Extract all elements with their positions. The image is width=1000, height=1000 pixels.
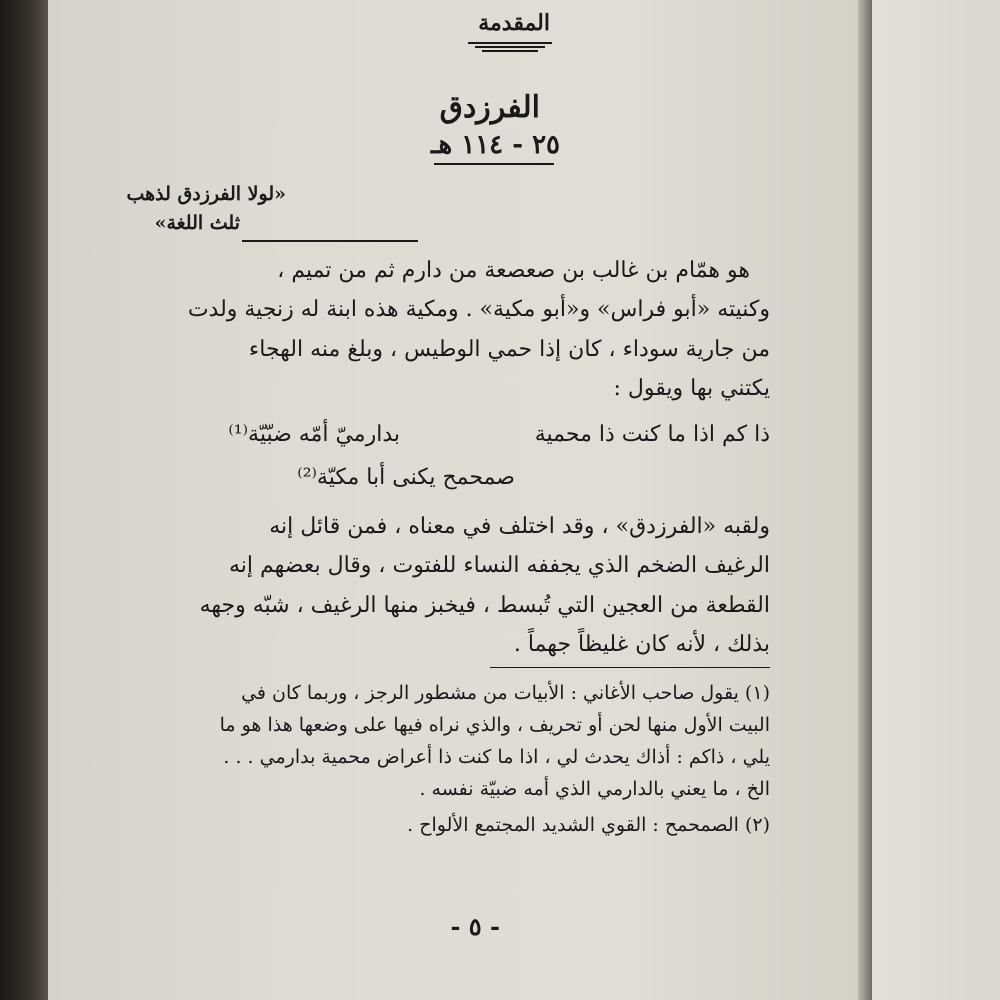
footnote-line: يلي ، ذاكم : أذاك يحدث لي ، اذا ما كنت ذا أعراض محمية بدارمي . . . bbox=[223, 746, 770, 768]
body-line: الرغيف الضخم الذي يجففه النساء للفتوت ، وقال بعضهم إنه bbox=[228, 553, 770, 578]
body-line: ولقبه «الفرزدق» ، وقد اختلف في معناه ، فمن قائل إنه bbox=[269, 514, 770, 539]
body-line: هو همّام بن غالب بن صعصعة من دارم ثم من تميم ، bbox=[277, 258, 750, 283]
poet-dates: ٢٥ - ١١٤ هـ bbox=[430, 130, 560, 160]
body-line: من جارية سوداء ، كان إذا حمي الوطيس ، وبلغ منه الهجاء bbox=[248, 337, 770, 362]
verse-line-1b: بدارميّ أمّه ضبّيّة⁽¹⁾ bbox=[228, 422, 400, 447]
page-number: - ٥ - bbox=[450, 912, 500, 941]
footnote-line: (٢) الصمحمح : القوي الشديد المجتمع الألواح . bbox=[407, 814, 770, 836]
body-line: يكتني بها ويقول : bbox=[613, 376, 770, 401]
body-line: القطعة من العجين التي تُبسط ، فيخبز منها الرغيف ، شبّه وجهه bbox=[199, 593, 770, 618]
body-line: وكنيته «أبو فراس» و«أبو مكية» . ومكية هذه ابنة له زنجية ولدت bbox=[187, 297, 770, 322]
book-gutter bbox=[858, 0, 872, 1000]
footnote-line: (١) يقول صاحب الأغاني : الأبيات من مشطور الرجز ، وربما كان في bbox=[241, 682, 770, 704]
book-edge-left bbox=[0, 0, 48, 1000]
verse-line-2: صمحمح يكنى أبا مكيّة⁽²⁾ bbox=[297, 465, 515, 490]
section-title: المقدمة bbox=[478, 10, 550, 36]
epigraph-underline bbox=[242, 240, 418, 242]
epigraph-line-1: «لولا الفرزدق لذهب bbox=[126, 183, 286, 205]
book-page bbox=[48, 0, 870, 1000]
verse-line-1a: ذا كم اذا ما كنت ذا محمية bbox=[534, 422, 770, 447]
footnote-line: البيت الأول منها لحن أو تحريف ، والذي نراه فيها على وضعها هذا هو ما bbox=[219, 714, 770, 736]
poet-name: الفرزدق bbox=[439, 90, 540, 125]
next-page-edge bbox=[872, 0, 1000, 1000]
epigraph-line-2: ثلث اللغة» bbox=[154, 212, 240, 234]
footnote-line: الخ ، ما يعني بالدارمي الذي أمه ضبيّة نفسه . bbox=[419, 778, 770, 800]
body-line: بذلك ، لأنه كان غليظاً جهماً . bbox=[513, 632, 770, 657]
dates-underline bbox=[434, 163, 554, 165]
title-ornament bbox=[468, 42, 552, 56]
footnote-separator bbox=[490, 667, 770, 668]
